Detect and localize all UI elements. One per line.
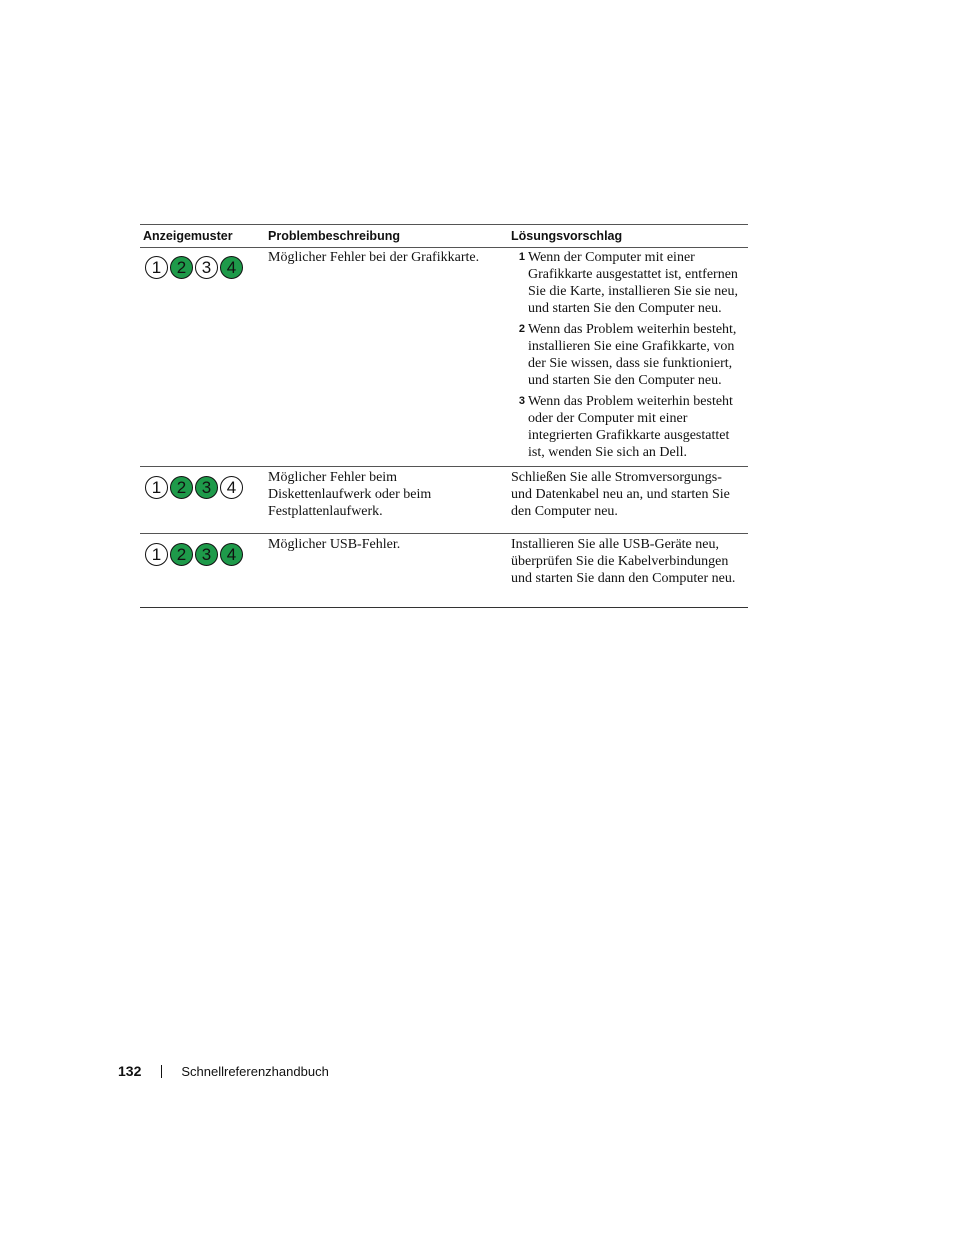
header-indicator-pattern: Anzeigemuster bbox=[140, 225, 265, 248]
led-1-icon: 1 bbox=[145, 543, 168, 566]
led-4-icon: 4 bbox=[220, 476, 243, 499]
table-row bbox=[140, 467, 748, 534]
problem-description-cell: Möglicher USB-Fehler. bbox=[265, 534, 508, 608]
led-2-icon: 2 bbox=[170, 476, 193, 499]
page-footer bbox=[118, 1062, 329, 1080]
led-pattern bbox=[143, 536, 259, 566]
solution-step bbox=[511, 321, 742, 389]
indicator-pattern-cell bbox=[140, 467, 265, 534]
led-3-icon: 3 bbox=[195, 256, 218, 279]
step-text: Wenn das Problem weiterhin besteht, installieren Sie eine Grafikkarte, von der Sie wissen, dass sie funktioniert, und starten Sie den Computer neu. bbox=[528, 322, 737, 388]
solution-cell: Schließen Sie alle Stromversorgungs- und Datenkabel neu an, und starten Sie den Computer neu. bbox=[508, 467, 748, 534]
step-number: 1 bbox=[518, 251, 525, 263]
solution-cell: Installieren Sie alle USB-Geräte neu, überprüfen Sie die Kabelverbindungen und starten Sie dann den Computer neu. bbox=[508, 534, 748, 608]
solution-steps bbox=[511, 249, 742, 461]
header-problem-description: Problembeschreibung bbox=[265, 225, 508, 248]
header-suggested-solution: Lösungsvorschlag bbox=[508, 225, 748, 248]
led-3-icon: 3 bbox=[195, 543, 218, 566]
problem-description-cell: Möglicher Fehler bei der Grafikkarte. bbox=[265, 248, 508, 467]
footer-title: Schnellreferenzhandbuch bbox=[181, 1063, 329, 1079]
solution-step bbox=[511, 393, 742, 461]
step-number: 2 bbox=[518, 323, 525, 335]
diagnostic-lights-table bbox=[140, 224, 748, 608]
solution-cell bbox=[508, 248, 748, 467]
led-1-icon: 1 bbox=[145, 476, 168, 499]
problem-description-cell: Möglicher Fehler beim Diskettenlaufwerk oder beim Festplattenlaufwerk. bbox=[265, 467, 508, 534]
indicator-pattern-cell bbox=[140, 248, 265, 467]
table-row bbox=[140, 534, 748, 608]
step-text: Wenn der Computer mit einer Grafikkarte ausgestattet ist, entfernen Sie die Karte, installieren Sie sie neu, und starten Sie den Computer neu. bbox=[528, 250, 738, 316]
page-number: 132 bbox=[118, 1063, 142, 1079]
led-4-icon: 4 bbox=[220, 543, 243, 566]
led-4-icon: 4 bbox=[220, 256, 243, 279]
led-2-icon: 2 bbox=[170, 256, 193, 279]
solution-step bbox=[511, 249, 742, 317]
step-text: Wenn das Problem weiterhin besteht oder der Computer mit einer integrierten Grafikkarte ausgestattet ist, wenden Sie sich an Dell. bbox=[528, 394, 733, 460]
led-3-icon: 3 bbox=[195, 476, 218, 499]
indicator-pattern-cell bbox=[140, 534, 265, 608]
step-number: 3 bbox=[518, 395, 525, 407]
led-1-icon: 1 bbox=[145, 256, 168, 279]
table-row bbox=[140, 248, 748, 467]
footer-divider bbox=[161, 1065, 162, 1078]
table-header-row bbox=[140, 225, 748, 248]
led-pattern bbox=[143, 249, 259, 279]
led-2-icon: 2 bbox=[170, 543, 193, 566]
led-pattern bbox=[143, 469, 259, 499]
